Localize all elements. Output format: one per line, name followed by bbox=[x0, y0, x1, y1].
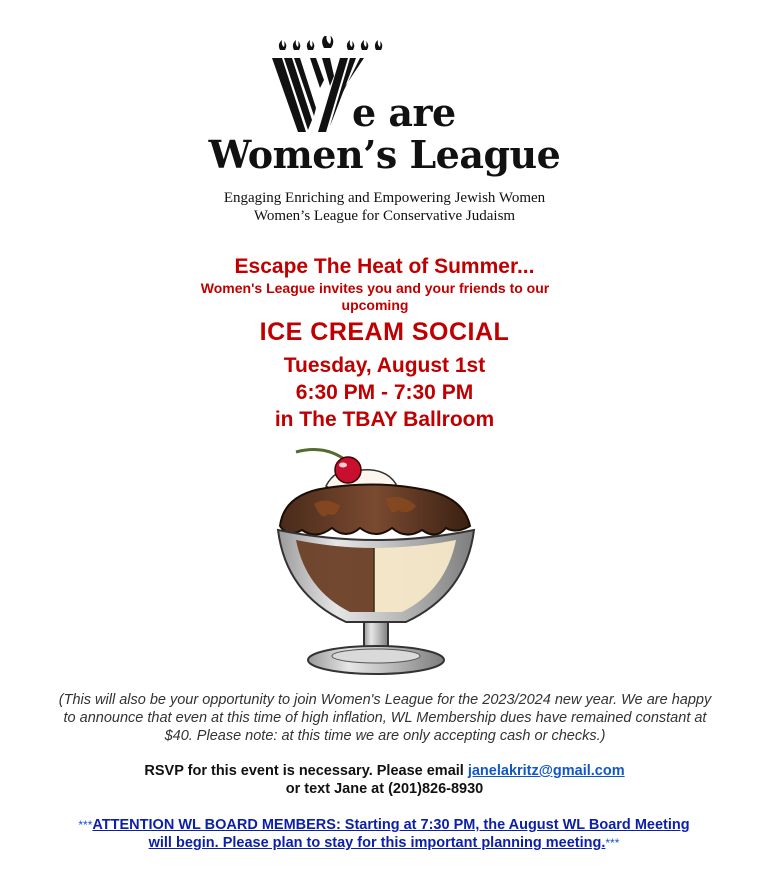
logo-tagline-organization: Women’s League for Conservative Judaism bbox=[253, 208, 516, 224]
logo-text-womens-league-label: Women’s League bbox=[208, 132, 561, 177]
event-title: ICE CREAM SOCIAL bbox=[259, 318, 510, 346]
cherry bbox=[335, 457, 361, 483]
glass-stem bbox=[364, 622, 388, 648]
chocolate-sauce bbox=[280, 484, 470, 534]
attention-stars-open: *** bbox=[78, 818, 93, 832]
event-venue: in The TBAY Ballroom bbox=[274, 408, 495, 431]
event-invite-text: Women's League invites you and your friends to our upcoming bbox=[200, 280, 550, 313]
rsvp-section bbox=[0, 762, 769, 798]
logo-tagline-engaging: Engaging Enriching and Empowering Jewish Women bbox=[223, 190, 546, 206]
logo-text-we-are: e are bbox=[352, 90, 456, 135]
membership-info-paragraph: (This will also be your opportunity to join Women's League for the 2023/2024 new year. We are happy to announce that even at this time of high inflation, WL Membership dues have remained constant at $40. Please note: at this time we are only accepting cash or checks.) bbox=[58, 692, 712, 744]
attention-stars-close: *** bbox=[605, 836, 620, 850]
board-attention-notice bbox=[78, 816, 690, 852]
ice-cream-sundae-illustration bbox=[266, 444, 486, 684]
rsvp-phone-text: or text Jane at (201)826-8930 bbox=[285, 781, 484, 797]
organization-logo bbox=[0, 0, 769, 240]
event-date: Tuesday, August 1st bbox=[283, 354, 486, 377]
rsvp-text: RSVP for this event is necessary. Please email bbox=[144, 763, 468, 779]
event-heading: Escape The Heat of Summer... bbox=[234, 255, 535, 278]
event-time: 6:30 PM - 7:30 PM bbox=[295, 381, 474, 404]
attention-link[interactable]: ATTENTION WL BOARD MEMBERS: Starting at 7:30 PM, the August WL Board Meeting will begin. Please plan to stay for this important planning meeting. bbox=[92, 817, 690, 851]
logo-text-womens-league bbox=[0, 132, 769, 177]
rsvp-email-link[interactable]: janelakritz@gmail.com bbox=[467, 763, 625, 779]
